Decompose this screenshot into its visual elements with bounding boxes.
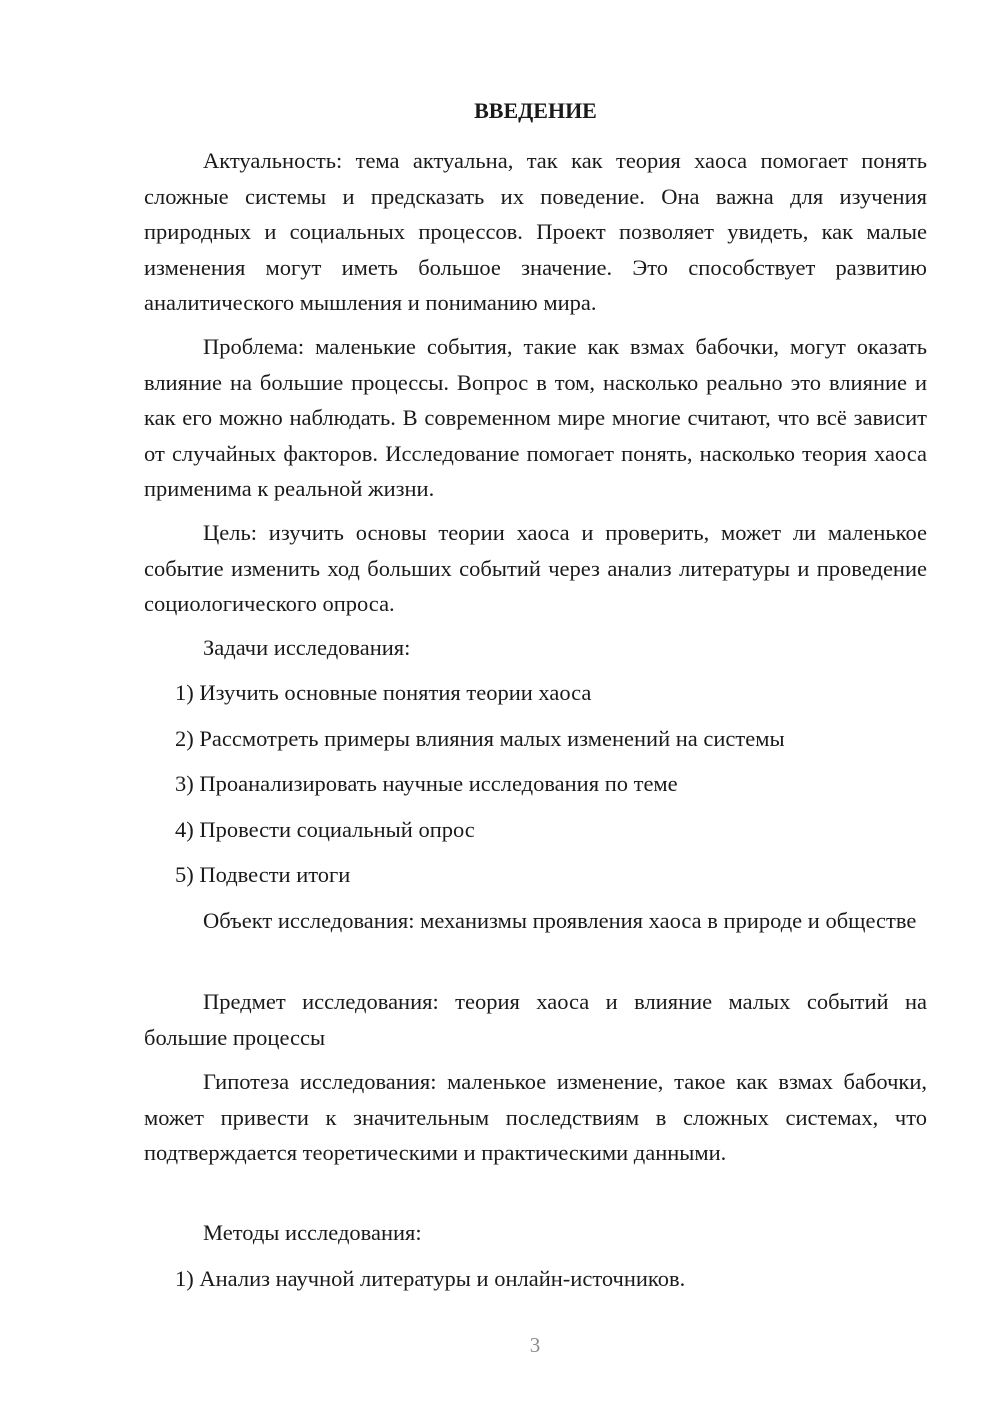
methods-heading: Методы исследования: bbox=[203, 1220, 422, 1245]
subject-paragraph: Предмет исследования: теория хаоса и влияние малых событий на большие процессы bbox=[144, 989, 927, 1050]
tasks-heading: Задачи исследования: bbox=[203, 635, 411, 660]
object-paragraph: Объект исследования: механизмы проявления хаоса в природе и обществе bbox=[203, 908, 917, 933]
relevance-paragraph: Актуальность: тема актуальна, так как теория хаоса помогает понять сложные системы и предсказать их поведение. Она важна для изучения природных и социальных процессов. Проект позволяет увидеть, как малые изменения могут иметь большое значение. Это способствует развитию аналитического мышления и пониманию мира. bbox=[144, 148, 927, 315]
method-item: 1) Анализ научной литературы и онлайн-источников. bbox=[175, 1266, 686, 1291]
task-item: 5) Подвести итоги bbox=[175, 862, 351, 887]
problem-paragraph: Проблема: маленькие события, такие как взмах бабочки, могут оказать влияние на большие процессы. Вопрос в том, насколько реально это влияние и как его можно наблюдать. В современном мире многие считают, что всё зависит от случайных факторов. Исследование помогает понять, насколько теория хаоса применима к реальной жизни. bbox=[144, 334, 927, 501]
task-item: 4) Провести социальный опрос bbox=[175, 817, 475, 842]
section-heading: ВВЕДЕНИЕ bbox=[474, 98, 597, 123]
task-item: 1) Изучить основные понятия теории хаоса bbox=[175, 680, 592, 705]
task-item: 3) Проанализировать научные исследования по теме bbox=[175, 771, 678, 796]
page-number: 3 bbox=[529, 1333, 541, 1357]
goal-paragraph: Цель: изучить основы теории хаоса и проверить, может ли маленькое событие изменить ход больших событий через анализ литературы и проведение социологического опроса. bbox=[144, 520, 927, 616]
hypothesis-paragraph: Гипотеза исследования: маленькое изменение, такое как взмах бабочки, может привести к значительным последствиям в сложных системах, что подтверждается теоретическими и практическими данными. bbox=[144, 1069, 927, 1165]
task-item: 2) Рассмотреть примеры влияния малых изменений на системы bbox=[175, 726, 785, 751]
